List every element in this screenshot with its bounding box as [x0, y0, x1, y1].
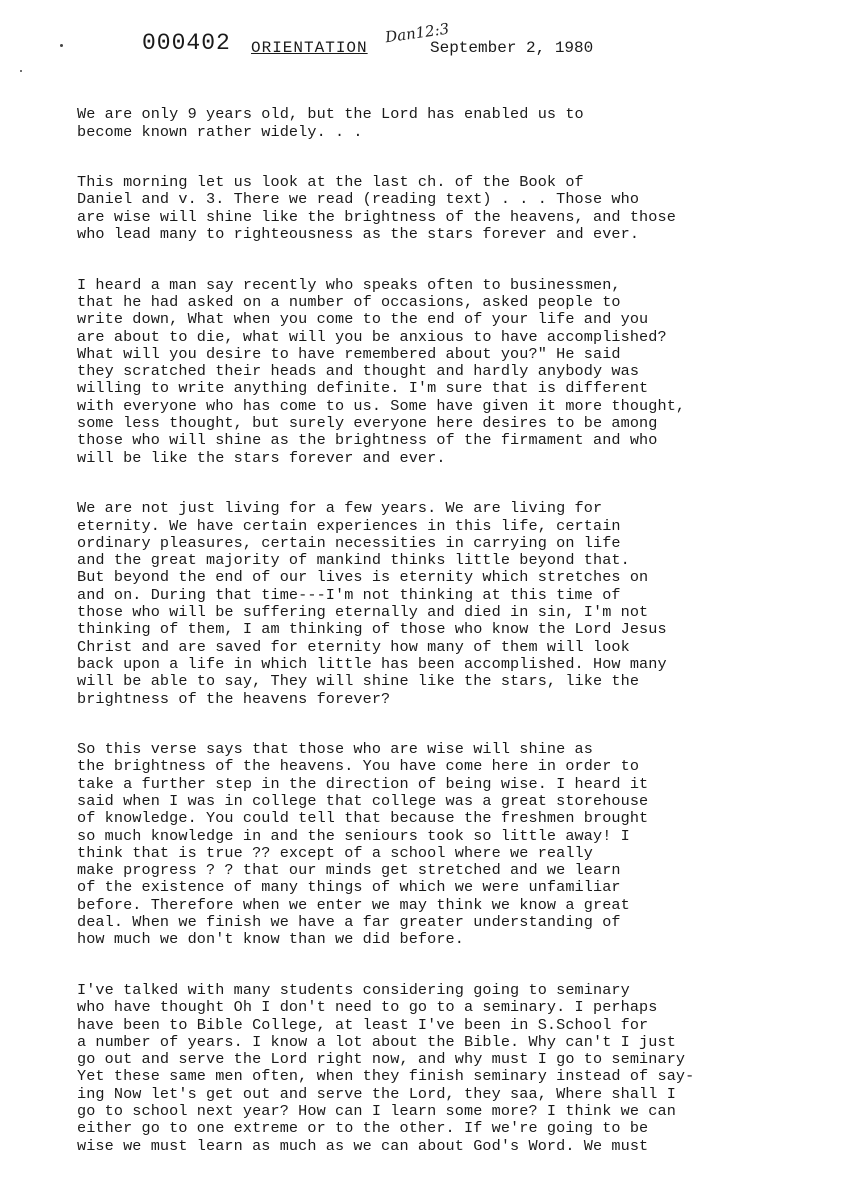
paragraph: I've talked with many students considering going to seminary who have thought Oh I don't need to go to a seminary. I perhaps have been to Bible College, at least I've been in S.School for a number of years. I know a lot about the Bible. Why can't I just go out and serve the Lord right now, and why must I go to seminary Yet these same men often, when they finish seminary instead of say- ing Now let's get out and serve the Lord, they saa, Where shall I go to school next year? How can I learn some more? I think we can either go to one extreme or to the other. If we're going to be wise we must learn as much as we can about God's Word. We must [77, 980, 695, 1155]
document-number: 000402 [142, 30, 231, 56]
paragraph: We are not just living for a few years. We are living for eternity. We have certain experiences in this life, certain ordinary pleasures, certain necessities in carrying on life and the great majority of mankind thinks little beyond that. But beyond the end of our lives is eternity which stretches on and on. During that time---I'm not thinking at this time of those who will be suffering eternally and died in sin, I'm not thinking of them, I am thinking of those who know the Lord Jesus Christ and are saved for eternity how many of them will look back upon a life in which little has been accomplished. How many will be able to say, They will shine like the stars, like the brightness of the heavens forever? [77, 499, 667, 708]
paragraph: So this verse says that those who are wise will shine as the brightness of the heavens. You have come here in order to take a further step in the direction of being wise. I heard it said when I was in college that college was a great storehouse of knowledge. You could tell that because the freshmen brought so much knowledge in and the seniours took so little away! I think that is true ?? except of a school where we really make progress ? ? that our minds get stretched and we learn of the existence of many things of which we were unfamiliar before. Therefore when we enter we may think we know a great deal. When we finish we have a far greater understanding of how much we don't know than we did before. [77, 740, 649, 949]
scan-speck [60, 44, 63, 47]
document-body [77, 89, 797, 1188]
document-date: September 2, 1980 [430, 39, 594, 57]
handwritten-annotation: Dan12:3 [384, 19, 451, 47]
document-title: ORIENTATION [251, 39, 368, 57]
scan-speck [20, 70, 22, 72]
document-header [0, 19, 855, 70]
paragraph: We are only 9 years old, but the Lord has enabled us to become known rather widely. . . [77, 105, 584, 141]
paragraph: This morning let us look at the last ch. of the Book of Daniel and v. 3. There we read (reading text) . . . Those who are wise will shine like the brightness of the heavens, and those who lead many to righteousness as the stars forever and ever. [77, 173, 676, 244]
paragraph: I heard a man say recently who speaks often to businessmen, that he had asked on a number of occasions, asked people to write down, What when you come to the end of your life and you are about to die, what will you be anxious to have accomplished? What will you desire to have remembered about you?" He said they scratched their heads and thought and hardly anybody was willing to write anything definite. I'm sure that is different with everyone who has come to us. Some have given it more thought, some less thought, but surely everyone here desires to be among those who will shine as the brightness of the firmament and who will be like the stars forever and ever. [77, 275, 686, 467]
